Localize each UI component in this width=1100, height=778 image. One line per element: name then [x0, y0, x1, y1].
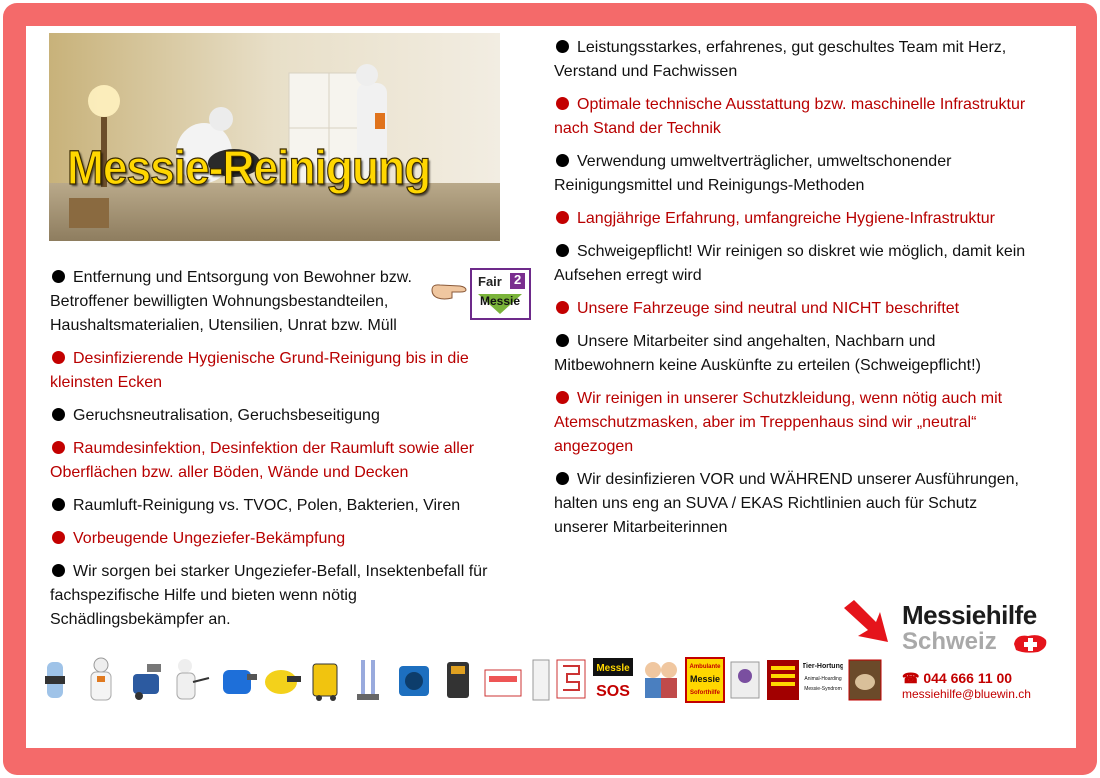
- ambulante-label-3: Soforthilfe: [690, 690, 720, 696]
- bullet-icon: [556, 244, 569, 257]
- bullet-icon: [52, 498, 65, 511]
- fogger-machine-image: [127, 656, 167, 707]
- yellow-fogger-image: [261, 656, 301, 707]
- list-item: Wir sorgen bei starker Ungeziefer-Befall, Insektenbefall für fachspezifische Hilfe und bieten wenn nötig Schädlingsbekämpfer an.: [50, 563, 488, 628]
- tier-hortung-image: [803, 656, 843, 709]
- bullet-icon: [556, 334, 569, 347]
- bullet-icon: [52, 270, 65, 283]
- equipment-image-strip: [5, 656, 885, 708]
- cartoon-collage-image: [729, 656, 761, 707]
- bullet-icon: [556, 154, 569, 167]
- pointing-hand-icon: [430, 280, 470, 302]
- ambulante-label-1: Ambulante: [689, 664, 721, 670]
- bullet-icon: [556, 301, 569, 314]
- tier-label-1: Tier-Hortung: [803, 663, 843, 670]
- fair2messie-badge[interactable]: [470, 268, 531, 320]
- uv-lamp-image: [349, 656, 389, 707]
- messle-sos-logo: [591, 656, 635, 709]
- blue-sprayer-image: [217, 656, 257, 707]
- maze-person-image: [555, 656, 587, 707]
- list-item: Geruchsneutralisation, Geruchsbeseitigung: [50, 404, 500, 428]
- sos-label: SOS: [596, 683, 630, 700]
- list-item: Schweigepflicht! Wir reinigen so diskret wie möglich, damit kein Aufsehen erregt wird: [554, 243, 1026, 284]
- list-item: Raumluft-Reinigung vs. TVOC, Polen, Bakterien, Viren: [50, 494, 500, 518]
- brand-subtitle: Schweiz: [902, 628, 997, 655]
- hazmat-worker-image: [81, 656, 121, 707]
- ozone-generator-image: [437, 656, 477, 707]
- list-item: Wir reinigen in unserer Schutzkleidung, wenn nötig auch mit Atemschutzmasken, aber im Treppenhaus sind wir „neutral“ angezogen: [554, 390, 1003, 455]
- bullet-icon: [556, 97, 569, 110]
- list-item: Raumdesinfektion, Desinfektion der Raumluft sowie aller Oberflächen bzw. aller Böden, Wände und Decken: [50, 440, 475, 481]
- services-list-right: [554, 36, 1034, 549]
- list-item: Entfernung und Entsorgung von Bewohner bzw. Betroffener bewilligten Wohnungsbestandteilen, Haushaltsmaterialien, Utensilien, Unrat bzw. Müll: [50, 269, 412, 334]
- badge-messie-text: Messie: [480, 294, 521, 308]
- bullet-icon: [556, 40, 569, 53]
- swiss-flag-icon: [1012, 632, 1048, 654]
- bullet-icon: [556, 211, 569, 224]
- list-item: Wir desinfizieren VOR und WÄHREND unserer Ausführungen, halten uns eng an SUVA / EKAS Richtlinien auch für Schutz unserer Mitarbeiterinnen: [554, 471, 1019, 536]
- bullet-icon: [52, 441, 65, 454]
- air-purifier-image: [393, 656, 433, 707]
- services-list-left: [50, 266, 500, 641]
- protective-glove-image: [35, 656, 75, 705]
- bullet-icon: [52, 531, 65, 544]
- test-kit-image: [481, 656, 525, 707]
- bullet-icon: [52, 564, 65, 577]
- email-address[interactable]: messiehilfe@bluewin.ch: [902, 687, 1031, 701]
- book-cover-image: [529, 656, 553, 707]
- hero-image: [49, 33, 500, 241]
- list-item: Desinfizierende Hygienische Grund-Reinigung bis in die kleinsten Ecken: [50, 350, 469, 391]
- phone-number[interactable]: ☎ 044 666 11 00: [902, 670, 1013, 686]
- animal-photo-image: [847, 656, 883, 707]
- yellow-cleaner-image: [305, 656, 345, 707]
- bullet-icon: [52, 408, 65, 421]
- list-item: Verwendung umweltverträglicher, umweltschonender Reinigungsmittel und Reinigungs-Methoden: [554, 153, 952, 194]
- tier-label-3: Messie-Syndrom: [804, 686, 842, 692]
- sprayer-worker-image: [171, 656, 211, 707]
- list-item: Unsere Fahrzeuge sind neutral und NICHT beschriftet: [554, 297, 1034, 321]
- messle-label: Messle: [596, 663, 630, 674]
- brand-name: Messiehilfe: [902, 600, 1037, 630]
- bullet-icon: [556, 472, 569, 485]
- bullet-icon: [52, 351, 65, 364]
- list-item: Langjährige Erfahrung, umfangreiche Hygiene-Infrastruktur: [554, 207, 1034, 231]
- messie-system-logo: [765, 656, 801, 707]
- tier-label-2: Animal-Hoarding: [804, 676, 842, 682]
- hero-title: Messie-Reinigung: [67, 142, 431, 195]
- list-item: Vorbeugende Ungeziefer-Bekämpfung: [50, 527, 500, 551]
- badge-number-text: 2: [514, 272, 522, 287]
- ambulante-label-2: Messie: [689, 674, 721, 684]
- ambulante-messie-soforthilfe-logo: [685, 656, 725, 709]
- bullet-icon: [556, 391, 569, 404]
- list-item: Leistungsstarkes, erfahrenes, gut geschultes Team mit Herz, Verstand und Fachwissen: [554, 39, 1007, 80]
- list-item: Unsere Mitarbeiter sind angehalten, Nachbarn und Mitbewohnern keine Auskünfte zu erteilen (Schweigepflicht!): [554, 333, 981, 374]
- cartoon-people-image: [639, 656, 683, 707]
- list-item: Optimale technische Ausstattung bzw. maschinelle Infrastruktur nach Stand der Technik: [554, 96, 1026, 137]
- arrow-down-right-icon: [840, 598, 892, 646]
- badge-fair-text: Fair: [478, 274, 502, 289]
